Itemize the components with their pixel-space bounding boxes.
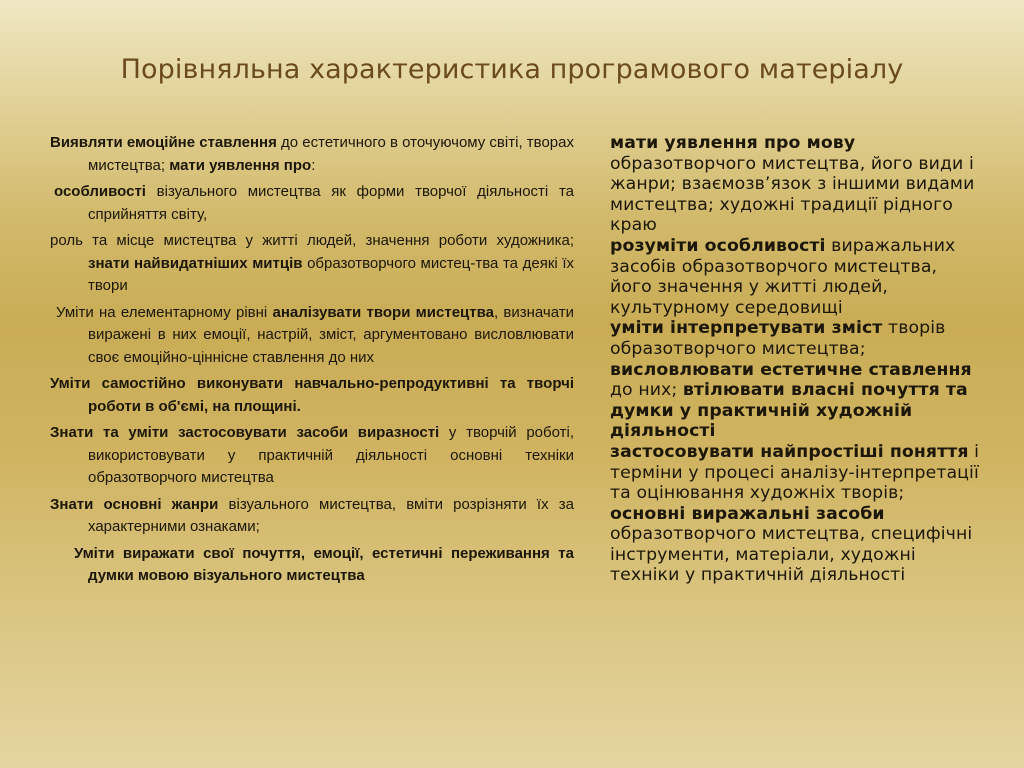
bold-phrase: Знати та уміти застосовувати засоби виразності <box>50 424 440 441</box>
bold-phrase: мати уявлення про <box>169 156 312 174</box>
bold-phrase: уміти інтерпретувати зміст <box>610 318 883 339</box>
text-run: виражальних засобів образотворчого мистецтва, його значення у житті людей, культурному середовищі <box>610 235 956 318</box>
right-paragraph-2 <box>610 236 982 318</box>
text-run: до естетичного в оточуючому світі, творах мистецтва; <box>88 134 574 174</box>
bold-phrase: аналізувати твори мистецтва <box>272 303 494 321</box>
text-run: візуального мистецтва, вміти розрізняти їх за характерними ознаками; <box>88 495 574 535</box>
text-run: Уміти на елементарному рівні <box>56 303 273 321</box>
bold-phrase: особливості <box>54 183 146 200</box>
bold-phrase: Уміти самостійно виконувати навчально-репродуктивні та творчі роботи в об'ємі, на площині. <box>50 375 574 415</box>
bold-phrase: основні виражальні засоби <box>610 503 885 524</box>
left-paragraph-6 <box>50 422 574 490</box>
right-paragraph-4 <box>610 360 982 442</box>
text-run: : <box>311 156 316 174</box>
left-paragraph-8 <box>50 543 574 588</box>
right-paragraph-3 <box>610 318 982 359</box>
left-paragraph-2 <box>50 181 574 226</box>
bold-phrase: знати найвидатніших митців <box>88 254 303 272</box>
bold-phrase: розуміти особливості <box>610 235 826 256</box>
bold-phrase: Уміти виражати свої почуття, емоції, естетичні переживання та думки мовою візуального мистецтва <box>74 544 574 584</box>
left-paragraph-1 <box>50 132 574 177</box>
text-run: образотворчого мистецтва, специфічні інструменти, матеріали, художні техніки у практичній діяльності <box>610 524 973 586</box>
bold-phrase: Виявляти емоційне ставлення <box>50 134 277 151</box>
left-paragraph-7 <box>50 494 574 539</box>
slide-title: Порівняльна характеристика програмового матеріалу <box>120 54 904 85</box>
text-run: образотворчого мистецтва, його види і жанри; взаємозв’язок з іншими видами мистецтва; художні традиції рідного краю <box>610 153 975 236</box>
right-paragraph-5 <box>610 442 982 586</box>
right-paragraph-1 <box>610 133 982 236</box>
left-paragraph-4 <box>50 302 574 370</box>
text-run: до них; <box>610 380 683 401</box>
text-run: образотворчого мистец-тва та деякі їх твори <box>88 254 574 294</box>
left-paragraph-3 <box>50 230 574 298</box>
left-paragraph-5 <box>50 373 574 418</box>
right-column <box>610 133 982 586</box>
text-run: , визначати виражені в них емоції, настрій, зміст, аргументовано висловлювати своє емоційно-ціннісне ставлення до них <box>88 303 574 366</box>
text-run: візуального мистецтва як форми творчої діяльності та сприйняття світу, <box>88 183 574 223</box>
bold-phrase: висловлювати естетичне ставлення <box>610 359 972 380</box>
bold-phrase: мати уявлення про мову <box>610 133 856 153</box>
bold-phrase: Знати основні жанри <box>50 495 219 513</box>
bold-phrase: втілювати власні почуття та думки у практичній художній діяльності <box>610 380 968 442</box>
text-run: і терміни у процесі аналізу-інтерпретації та оцінювання художніх творів; <box>610 441 980 504</box>
text-run: творів образотворчого мистецтва; <box>610 318 946 359</box>
left-column <box>50 132 574 592</box>
bold-phrase: застосовувати найпростіші поняття <box>610 441 969 462</box>
text-run: у творчій роботі, використовувати у практичній діяльності основні техніки образотворчого мистецтва <box>88 424 574 486</box>
text-run: роль та місце мистецтва у житті людей, значення роботи художника; <box>50 232 574 249</box>
